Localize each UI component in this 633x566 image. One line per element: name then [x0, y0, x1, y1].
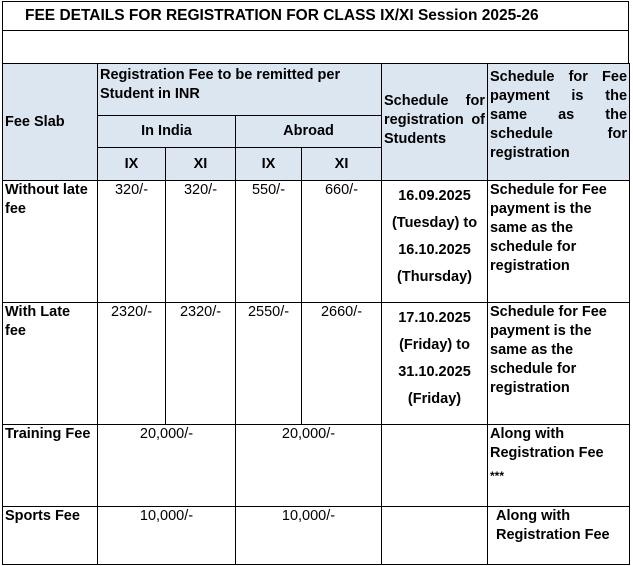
india-xi-cell: 320/- — [166, 181, 236, 303]
note-asterisks: *** — [490, 469, 505, 483]
fee-slab-cell: With Late fee — [3, 303, 98, 425]
fee-schedule-cell: Along with Registration Fee — [488, 507, 630, 565]
schedule-end-day: (Thursday) — [397, 269, 472, 285]
schedule-start-day: (Tuesday) to — [391, 215, 478, 231]
header-india-xi: XI — [166, 148, 236, 181]
header-schedule-registration — [382, 64, 488, 181]
header-schedule-fee-payment — [488, 64, 630, 181]
schedule-end-day: (Friday) — [407, 391, 462, 407]
registration-schedule-cell — [382, 303, 488, 425]
fee-table — [2, 63, 630, 565]
header-india-ix: IX — [98, 148, 166, 181]
fee-schedule-cell — [488, 425, 630, 507]
registration-schedule-cell — [382, 507, 488, 565]
header-schedule-fee-payment-text: Schedule for Fee payment is the same as the schedule for registration — [490, 69, 628, 161]
header-in-india: In India — [98, 116, 236, 148]
fee-schedule-cell: Schedule for Fee payment is the same as the schedule for registration — [488, 303, 630, 425]
fee-slab-cell: Without late fee — [3, 181, 98, 303]
header-schedule-registration-text: Schedule for registration of Students — [384, 92, 486, 147]
abroad-fee-cell: 10,000/- — [236, 507, 382, 565]
table-row — [3, 425, 630, 507]
header-abroad-xi: XI — [302, 148, 382, 181]
india-fee-cell: 10,000/- — [98, 507, 236, 565]
schedule-start-day: (Friday) to — [399, 337, 470, 353]
fee-schedule-cell: Schedule for Fee payment is the same as the schedule for registration — [488, 181, 630, 303]
fee-schedule-text: Along with Registration Fee — [490, 426, 604, 461]
header-abroad-ix: IX — [236, 148, 302, 181]
abroad-xi-cell: 2660/- — [302, 303, 382, 425]
header-registration-fee: Registration Fee to be remitted per Student in INR — [98, 64, 382, 116]
table-row — [3, 181, 630, 303]
header-abroad: Abroad — [236, 116, 382, 148]
india-ix-cell: 320/- — [98, 181, 166, 303]
fee-slab-cell: Sports Fee — [3, 507, 98, 565]
abroad-xi-cell: 660/- — [302, 181, 382, 303]
india-xi-cell: 2320/- — [166, 303, 236, 425]
abroad-ix-cell: 2550/- — [236, 303, 302, 425]
schedule-start-date: 17.10.2025 — [398, 310, 471, 326]
registration-schedule-cell — [382, 181, 488, 303]
registration-schedule-cell — [382, 425, 488, 507]
schedule-end-date: 31.10.2025 — [398, 364, 471, 380]
schedule-end-date: 16.10.2025 — [398, 242, 471, 258]
schedule-start-date: 16.09.2025 — [398, 188, 471, 204]
document-title: FEE DETAILS FOR REGISTRATION FOR CLASS IX/XI Session 2025-26 — [2, 1, 629, 31]
blank-row — [2, 30, 629, 64]
india-ix-cell: 2320/- — [98, 303, 166, 425]
header-fee-slab: Fee Slab — [3, 64, 98, 181]
table-row — [3, 507, 630, 565]
table-row — [3, 303, 630, 425]
abroad-ix-cell: 550/- — [236, 181, 302, 303]
fee-slab-cell: Training Fee — [3, 425, 98, 507]
abroad-fee-cell: 20,000/- — [236, 425, 382, 507]
india-fee-cell: 20,000/- — [98, 425, 236, 507]
